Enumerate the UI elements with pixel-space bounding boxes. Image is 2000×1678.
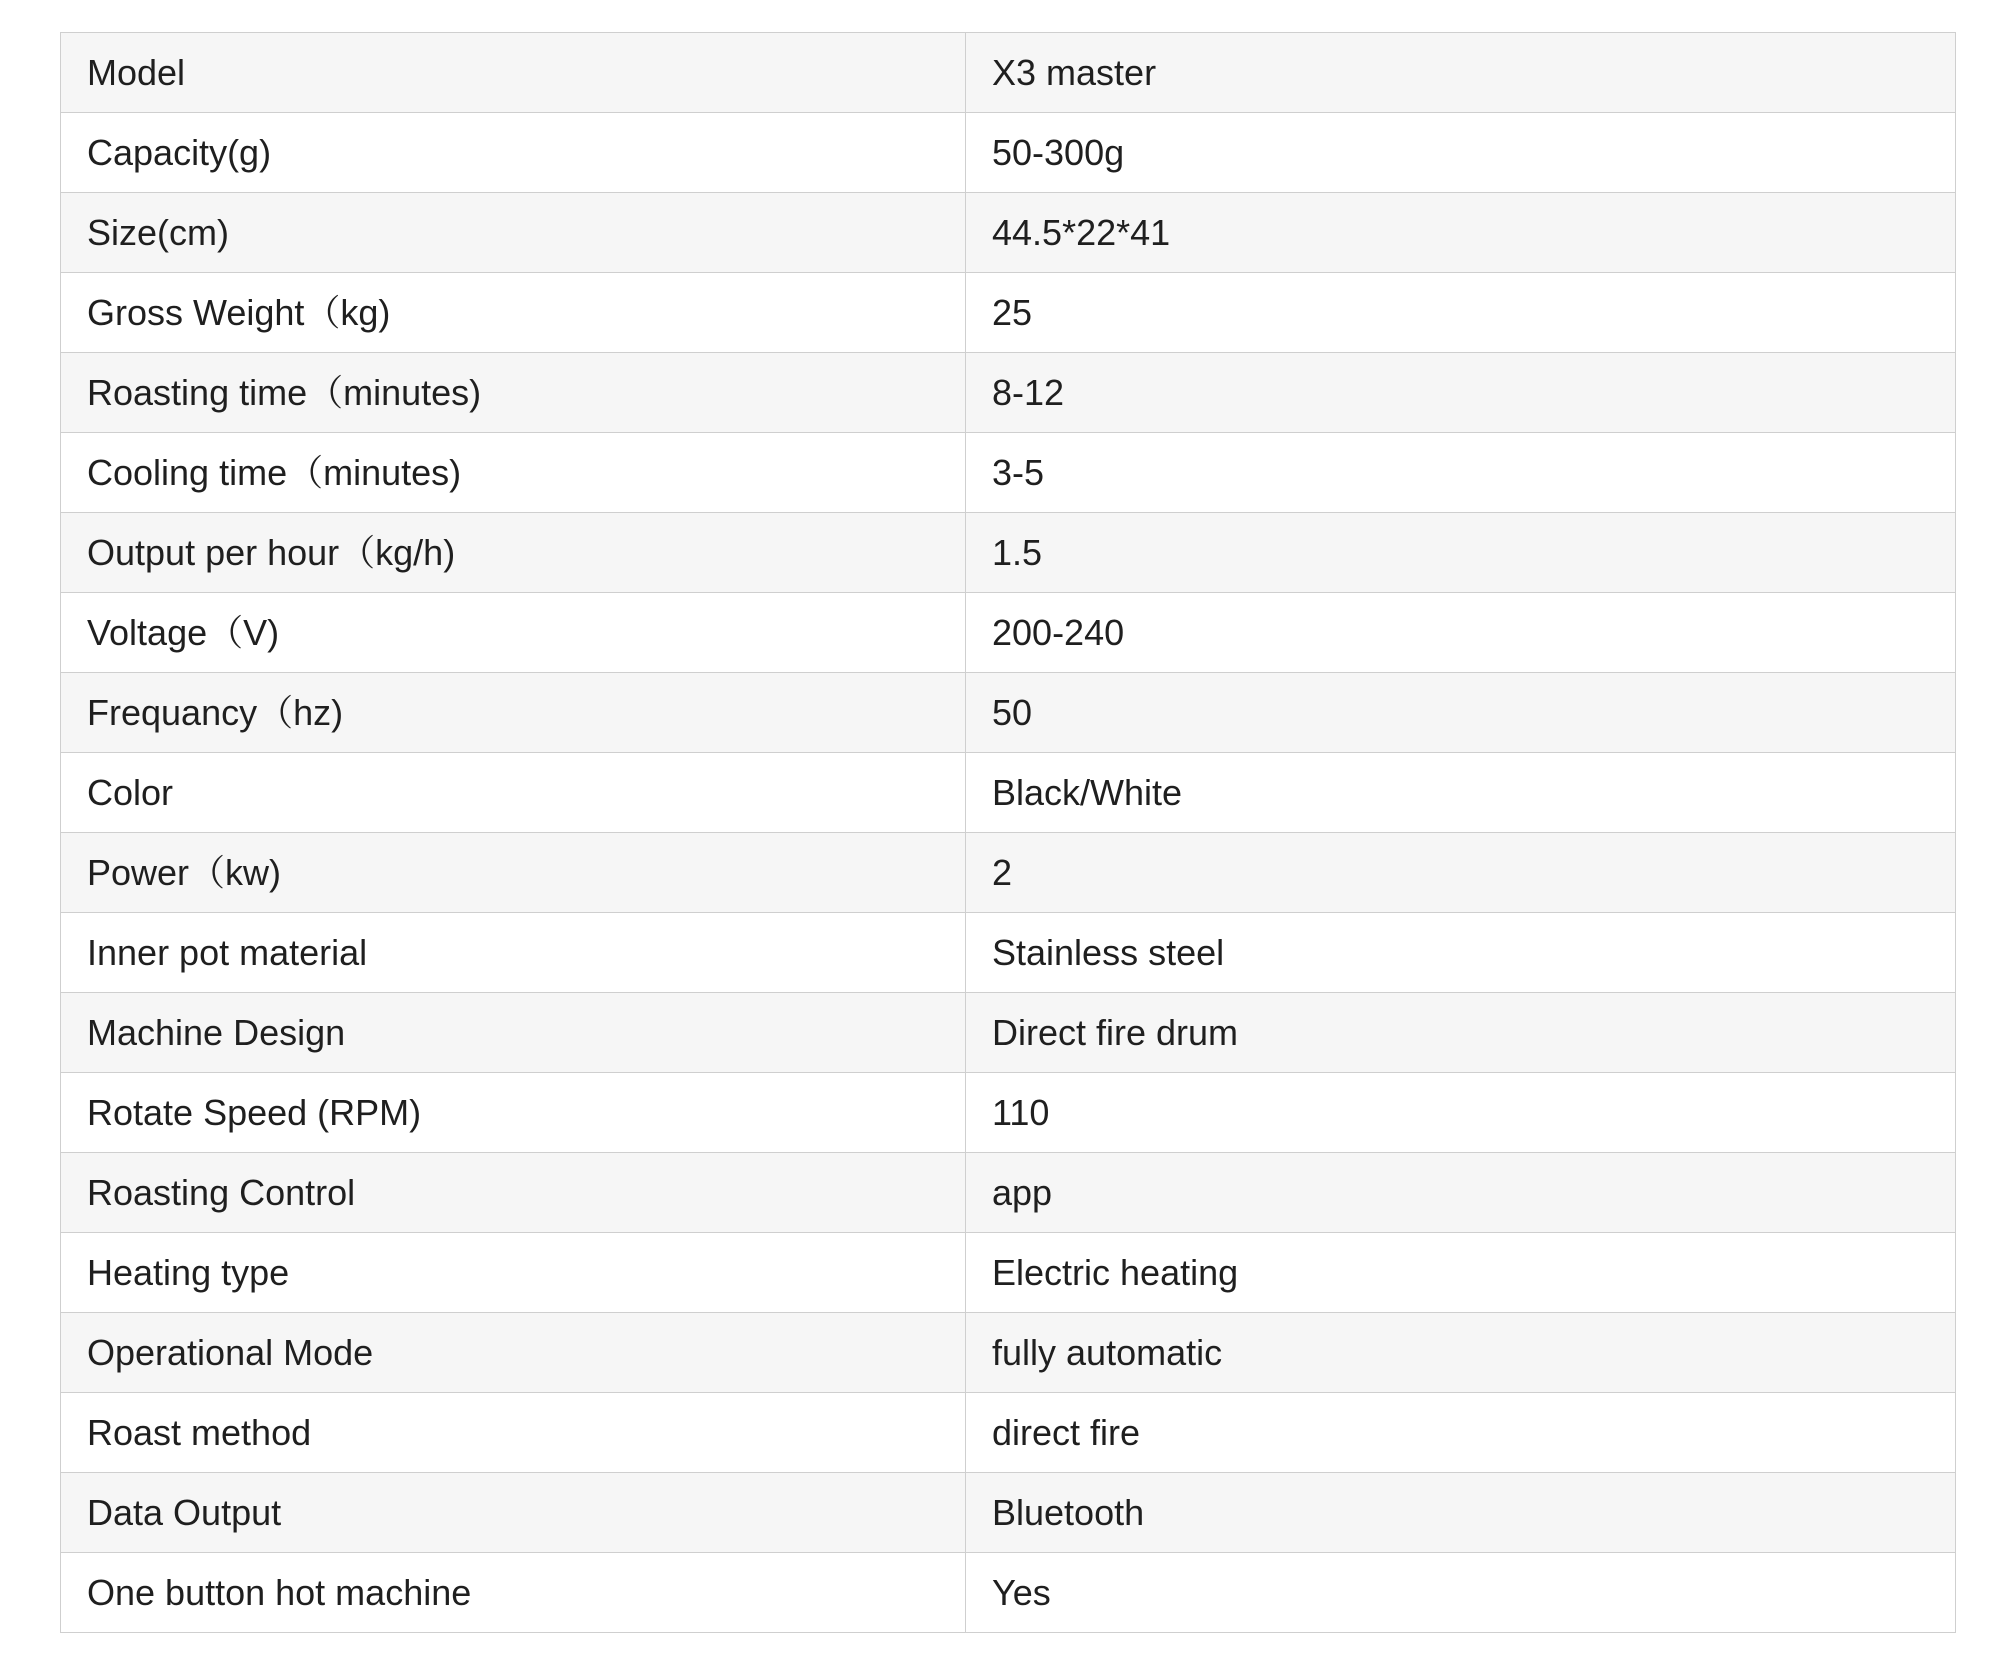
- spec-label: Operational Mode: [61, 1313, 966, 1393]
- spec-label: Inner pot material: [61, 913, 966, 993]
- table-row: [61, 1233, 1956, 1313]
- spec-label: Size(cm): [61, 193, 966, 273]
- table-row: [61, 673, 1956, 753]
- spec-table: [60, 32, 1956, 1633]
- spec-value: Yes: [966, 1553, 1956, 1633]
- table-row: [61, 1313, 1956, 1393]
- spec-label: Roasting time（minutes): [61, 353, 966, 433]
- spec-label: Model: [61, 33, 966, 113]
- spec-value: 44.5*22*41: [966, 193, 1956, 273]
- spec-label: Voltage（V): [61, 593, 966, 673]
- spec-label: Capacity(g): [61, 113, 966, 193]
- spec-label: Heating type: [61, 1233, 966, 1313]
- spec-label: Machine Design: [61, 993, 966, 1073]
- spec-label: Cooling time（minutes): [61, 433, 966, 513]
- spec-label: Color: [61, 753, 966, 833]
- spec-value: 110: [966, 1073, 1956, 1153]
- spec-value: X3 master: [966, 33, 1956, 113]
- spec-label: Roasting Control: [61, 1153, 966, 1233]
- spec-label: Frequancy（hz): [61, 673, 966, 753]
- table-row: [61, 993, 1956, 1073]
- spec-label: One button hot machine: [61, 1553, 966, 1633]
- table-row: [61, 33, 1956, 113]
- spec-value: 25: [966, 273, 1956, 353]
- spec-value: 50-300g: [966, 113, 1956, 193]
- table-row: [61, 113, 1956, 193]
- table-row: [61, 1473, 1956, 1553]
- table-row: [61, 273, 1956, 353]
- table-row: [61, 833, 1956, 913]
- spec-value: Bluetooth: [966, 1473, 1956, 1553]
- spec-value: direct fire: [966, 1393, 1956, 1473]
- spec-value: Stainless steel: [966, 913, 1956, 993]
- spec-label: Power（kw): [61, 833, 966, 913]
- table-row: [61, 353, 1956, 433]
- spec-value: Direct fire drum: [966, 993, 1956, 1073]
- spec-label: Roast method: [61, 1393, 966, 1473]
- spec-label: Data Output: [61, 1473, 966, 1553]
- spec-value: 1.5: [966, 513, 1956, 593]
- table-row: [61, 913, 1956, 993]
- table-row: [61, 193, 1956, 273]
- table-row: [61, 753, 1956, 833]
- spec-value: 50: [966, 673, 1956, 753]
- spec-value: fully automatic: [966, 1313, 1956, 1393]
- spec-label: Gross Weight（kg): [61, 273, 966, 353]
- table-row: [61, 1153, 1956, 1233]
- table-row: [61, 513, 1956, 593]
- spec-label: Output per hour（kg/h): [61, 513, 966, 593]
- spec-value: Black/White: [966, 753, 1956, 833]
- spec-value: 8-12: [966, 353, 1956, 433]
- spec-value: 200-240: [966, 593, 1956, 673]
- table-row: [61, 433, 1956, 513]
- spec-value: Electric heating: [966, 1233, 1956, 1313]
- table-row: [61, 1553, 1956, 1633]
- spec-value: 2: [966, 833, 1956, 913]
- spec-label: Rotate Speed (RPM): [61, 1073, 966, 1153]
- spec-value: 3-5: [966, 433, 1956, 513]
- table-row: [61, 1073, 1956, 1153]
- table-row: [61, 1393, 1956, 1473]
- spec-value: app: [966, 1153, 1956, 1233]
- table-row: [61, 593, 1956, 673]
